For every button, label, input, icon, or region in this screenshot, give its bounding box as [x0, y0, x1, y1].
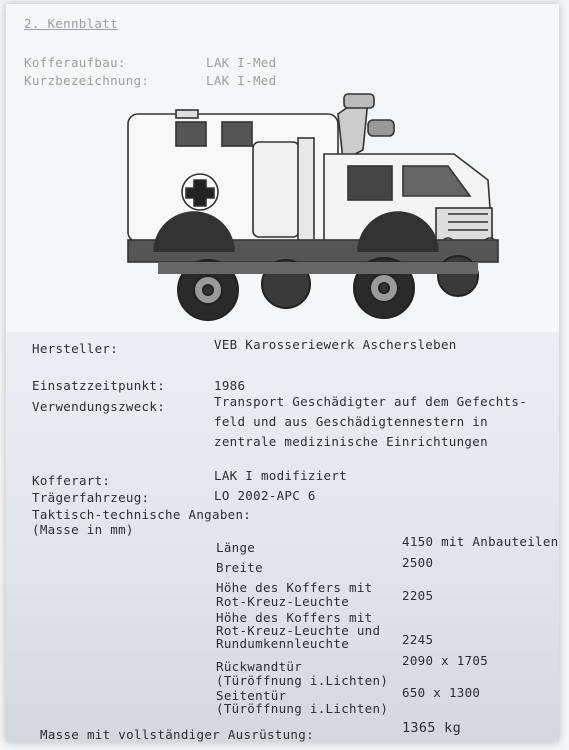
purpose-label: Verwendungszweck:: [32, 399, 166, 414]
spec-label-height2-line3: Rundumkennleuchte: [216, 636, 350, 651]
spec-label-reardoor-line2: (Türöffnung i.Lichten): [216, 673, 389, 688]
case-type-value: LAK I modifiziert: [214, 468, 348, 483]
carrier-label: Trägerfahrzeug:: [32, 490, 150, 505]
manufacturer-value: VEB Karosseriewerk Aschersleben: [214, 337, 457, 352]
spec-value-width: 2500: [402, 555, 434, 570]
deployment-label: Einsatzzeitpunkt:: [32, 378, 166, 393]
deployment-value: 1986: [214, 378, 246, 393]
spec-label-height1-line2: Rot-Kreuz-Leuchte: [216, 594, 350, 609]
header-value-2: LAK I-Med: [206, 73, 277, 88]
spec-label-width: Breite: [216, 560, 263, 575]
header-label-1: Kofferaufbau:: [24, 55, 126, 70]
section-title: 2. Kennblatt: [24, 16, 118, 31]
spec-value-length: 4150 mit Anbauteilen: [402, 534, 559, 549]
header-value-1: LAK I-Med: [206, 55, 277, 70]
spec-label-height2-line2: Rot-Kreuz-Leuchte und: [216, 623, 381, 638]
spec-label-reardoor-line1: Rückwandtür: [216, 659, 303, 674]
purpose-line-1: Transport Geschädigter auf dem Gefechts-: [214, 394, 528, 409]
manufacturer-label: Hersteller:: [32, 341, 119, 356]
mass-label: Masse mit vollständiger Ausrüstung:: [40, 727, 314, 742]
spec-value-sidedoor: 650 x 1300: [402, 685, 481, 700]
spec-value-reardoor: 2090 x 1705: [402, 653, 489, 668]
spec-label-height2-line1: Höhe des Koffers mit: [216, 610, 373, 625]
specs-heading: Taktisch-technische Angaben:: [32, 507, 252, 522]
header-label-2: Kurzbezeichnung:: [24, 73, 150, 88]
spec-label-length: Länge: [216, 540, 256, 555]
case-type-label: Kofferart:: [32, 473, 111, 488]
upper-section: [6, 4, 559, 332]
spec-value-height1: 2205: [402, 588, 434, 603]
spec-label-sidedoor-line1: Seitentür: [216, 688, 287, 703]
spec-label-sidedoor-line2: (Türöffnung i.Lichten): [216, 701, 389, 716]
specs-subheading: (Masse in mm): [32, 522, 134, 537]
purpose-line-2: feld und aus Geschädigtennestern in: [214, 414, 488, 429]
purpose-line-3: zentrale medizinische Einrichtungen: [214, 434, 488, 449]
mass-value: 1365 kg: [402, 720, 461, 736]
spec-label-height1-line1: Höhe des Koffers mit: [216, 580, 373, 595]
carrier-value: LO 2002-APC 6: [214, 488, 316, 503]
document-page: [6, 4, 559, 742]
ambulance-truck-drawing: [118, 90, 508, 328]
spec-value-height2: 2245: [402, 632, 434, 647]
